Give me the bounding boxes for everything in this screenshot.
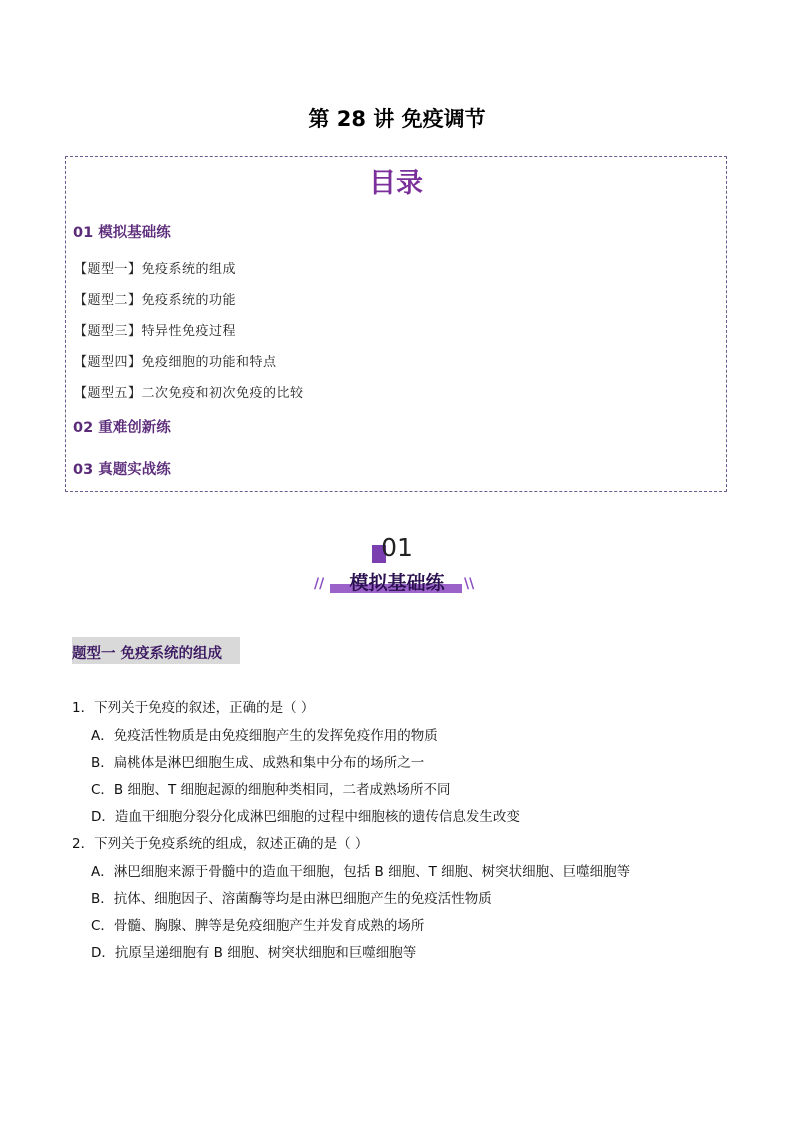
question-stem: 1．下列关于免疫的叙述，正确的是（ ） (72, 700, 315, 716)
option-c: C．B 细胞、T 细胞起源的细胞种类相同，二者成熟场所不同 (91, 782, 451, 798)
toc-section-01[interactable]: 01 模拟基础练 (73, 225, 171, 241)
toc-section-02[interactable]: 02 重难创新练 (73, 420, 171, 436)
section-title: 模拟基础练 (349, 572, 445, 594)
toc-section-03[interactable]: 03 真题实战练 (73, 462, 171, 478)
right-slash-decoration: \\ (464, 576, 475, 592)
option-d: D．造血干细胞分裂分化成淋巴细胞的过程中细胞核的遗传信息发生改变 (91, 809, 520, 825)
option-a: A．淋巴细胞来源于骨髓中的造血干细胞，包括 B 细胞、T 细胞、树突状细胞、巨噬细胞等 (91, 864, 631, 880)
section-number: 01 (381, 533, 413, 562)
option-c: C．骨髓、胸腺、脾等是免疫细胞产生并发育成熟的场所 (91, 918, 425, 934)
toc-heading: 目录 (369, 168, 423, 199)
table-of-contents (65, 156, 727, 492)
question-stem: 2．下列关于免疫系统的组成，叙述正确的是（ ） (72, 836, 369, 852)
option-d: D．抗原呈递细胞有 B 细胞、树突状细胞和巨噬细胞等 (91, 945, 417, 961)
toc-item-type-4[interactable]: 【题型四】免疫细胞的功能和特点 (74, 355, 277, 370)
toc-item-type-3[interactable]: 【题型三】特异性免疫过程 (74, 324, 237, 339)
toc-item-type-1[interactable]: 【题型一】免疫系统的组成 (74, 262, 237, 277)
toc-item-type-2[interactable]: 【题型二】免疫系统的功能 (74, 293, 237, 308)
left-slash-decoration: // (314, 576, 325, 592)
option-b: B．扁桃体是淋巴细胞生成、成熟和集中分布的场所之一 (91, 755, 425, 771)
document-title: 第 28 讲 免疫调节 (308, 107, 486, 131)
option-a: A．免疫活性物质是由免疫细胞产生的发挥免疫作用的物质 (91, 728, 438, 744)
toc-item-type-5[interactable]: 【题型五】二次免疫和初次免疫的比较 (74, 386, 304, 401)
question-type-heading: 题型一 免疫系统的组成 (72, 646, 223, 662)
option-b: B．抗体、细胞因子、溶菌酶等均是由淋巴细胞产生的免疫活性物质 (91, 891, 492, 907)
